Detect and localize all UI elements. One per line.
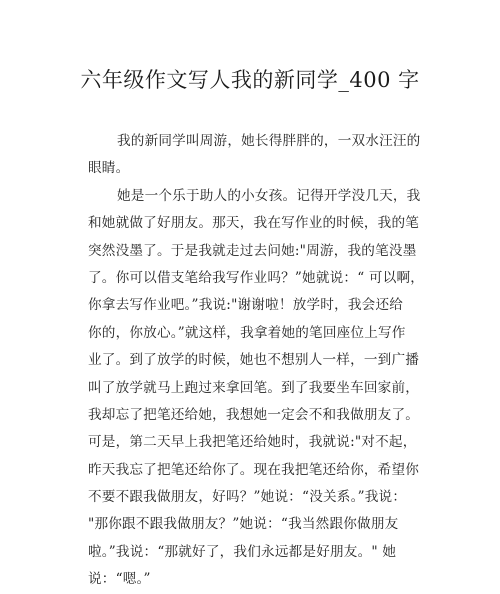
- text-line: 了。你可以借支笔给我写作业吗？”她就说：“ 可以啊，: [88, 269, 425, 286]
- text-line: 不要不跟我做朋友，好吗？”她说：“没关系。”我说：: [88, 489, 407, 506]
- article-title: 六年级作文写人我的新同学_400 字: [80, 68, 420, 92]
- text-line: 突然没墨了。于是我就走过去问她:"周游，我的笔没墨: [88, 242, 417, 259]
- text-line: 可是，第二天早上我把笔还给她时，我就说:"对不起，: [88, 434, 417, 451]
- text-line: 我的新同学叫周游，她长得胖胖的，一双水汪汪的: [117, 133, 421, 149]
- text-line: "那你跟不跟我做朋友？”她说：“我当然跟你做朋友: [88, 516, 399, 533]
- text-line: 业了。到了放学的时候，她也不想别人一样，一到广播: [88, 352, 420, 369]
- text-line: 和她就做了好朋友。那天，我在写作业的时候，我的笔: [88, 215, 420, 232]
- article-body: [88, 128, 425, 594]
- text-line: 你拿去写作业吧。”我说:"谢谢啦！放学时，我会还给: [88, 297, 404, 314]
- text-line: 啦。”我说：“那就好了，我们永远都是好朋友。" 她: [88, 543, 397, 560]
- text-line: 昨天我忘了把笔还给你了。现在我把笔还给你，希望你: [88, 461, 420, 478]
- text-line: 你的，你放心。”就这样，我拿着她的笔回座位上写作: [88, 324, 406, 341]
- text-line: 眼睛。: [88, 160, 130, 177]
- text-line: 我却忘了把笔还给她，我想她一定会不和我做朋友了。: [88, 406, 420, 423]
- text-line: 说：“嗯。”: [88, 571, 151, 588]
- text-line: 叫了放学就马上跑过来拿回笔。到了我要坐车回家前，: [88, 379, 420, 396]
- text-line: 她是一个乐于助人的小女孩。记得开学没几天，我: [117, 187, 421, 204]
